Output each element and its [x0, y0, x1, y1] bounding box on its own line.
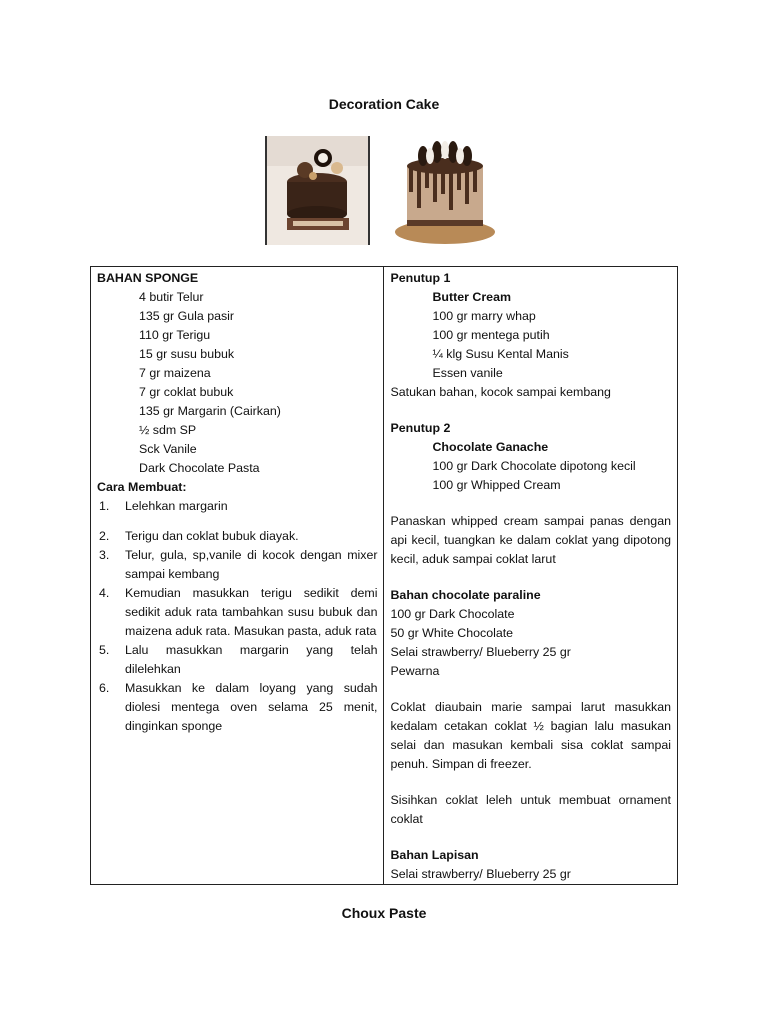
ingredient-item: 7 gr coklat bubuk [139, 385, 234, 399]
butter-cream-heading: Butter Cream [432, 290, 511, 304]
recipe-table [90, 266, 678, 885]
method-step: 5. Lalu masukkan margarin yang telah dilelehkan [99, 643, 378, 676]
ingredient-item: Selai strawberry/ Blueberry 25 gr [390, 867, 571, 881]
ingredient-item: ½ sdm SP [139, 423, 197, 437]
paraline-note-2: Sisihkan coklat leleh untuk membuat ornament coklat [390, 793, 671, 826]
method-step: 1. Lelehkan margarin [99, 499, 228, 513]
chocolate-cake-photo [265, 136, 370, 245]
sponge-heading: BAHAN SPONGE [97, 271, 199, 285]
ganache-heading: Chocolate Ganache [432, 440, 549, 454]
method-step: 4. Kemudian masukkan terigu sedikit demi sedikit aduk rata tambahkan susu bubuk dan maizena aduk rata. Masukan pasta, aduk rata [99, 586, 378, 638]
method-step: 6. Masukkan ke dalam loyang yang sudah diolesi mentega oven selama 25 menit, dinginkan sponge [99, 681, 378, 733]
lapisan-heading: Bahan Lapisan [390, 848, 479, 862]
ingredient-item: 4 butir Telur [139, 290, 204, 304]
ingredient-item: 110 gr Terigu [139, 328, 211, 342]
ingredient-item: Essen vanile [432, 366, 503, 380]
ingredient-item: 15 gr susu bubuk [139, 347, 235, 361]
paraline-note: Coklat diaubain marie sampai larut masukkan kedalam cetakan coklat ½ bagian lalu masukan selai dan masukan kembali sisa coklat sampai penuh. Simpan di freezer. [390, 700, 671, 771]
method-heading: Cara Membuat: [97, 480, 187, 494]
ingredient-item: 100 gr Dark Chocolate dipotong kecil [432, 459, 636, 473]
ingredient-item: 100 gr Whipped Cream [432, 478, 561, 492]
ingredient-item: Pewarna [390, 664, 440, 678]
ingredient-item: 100 gr marry whap [432, 309, 536, 323]
ingredient-item: 100 gr mentega putih [432, 328, 550, 342]
ingredient-item: 135 gr Margarin (Cairkan) [139, 404, 281, 418]
sponge-column [91, 267, 384, 885]
drip-cake-photo [385, 136, 507, 245]
ingredient-item: ¼ klg Susu Kental Manis [432, 347, 569, 361]
method-step: 3. Telur, gula, sp,vanile di kocok dengan mixer sampai kembang [99, 548, 378, 581]
method-steps [97, 497, 377, 736]
topping-1-heading: Penutup 1 [390, 271, 451, 285]
ingredient-item: Dark Chocolate Pasta [139, 461, 260, 475]
ingredient-item: Sck Vanile [139, 442, 197, 456]
page-title: Decoration Cake [328, 96, 440, 112]
ingredient-item: 7 gr maizena [139, 366, 211, 380]
ingredient-item: 135 gr Gula pasir [139, 309, 235, 323]
ingredient-item: 100 gr Dark Chocolate [390, 607, 515, 621]
section-title: Choux Paste [341, 905, 427, 921]
ingredient-item: Selai strawberry/ Blueberry 25 gr [390, 645, 571, 659]
ingredient-item: 50 gr White Chocolate [390, 626, 514, 640]
paraline-heading: Bahan chocolate paraline [390, 588, 541, 602]
topping-2-heading: Penutup 2 [390, 421, 451, 435]
topping-1-note: Satukan bahan, kocok sampai kembang [390, 385, 611, 399]
topping-2-note: Panaskan whipped cream sampai panas dengan api kecil, tuangkan ke dalam coklat yang dipotong kecil, aduk sampai coklat larut [390, 514, 671, 566]
method-step: 2. Terigu dan coklat bubuk diayak. [99, 529, 299, 543]
topping-column [384, 267, 678, 885]
